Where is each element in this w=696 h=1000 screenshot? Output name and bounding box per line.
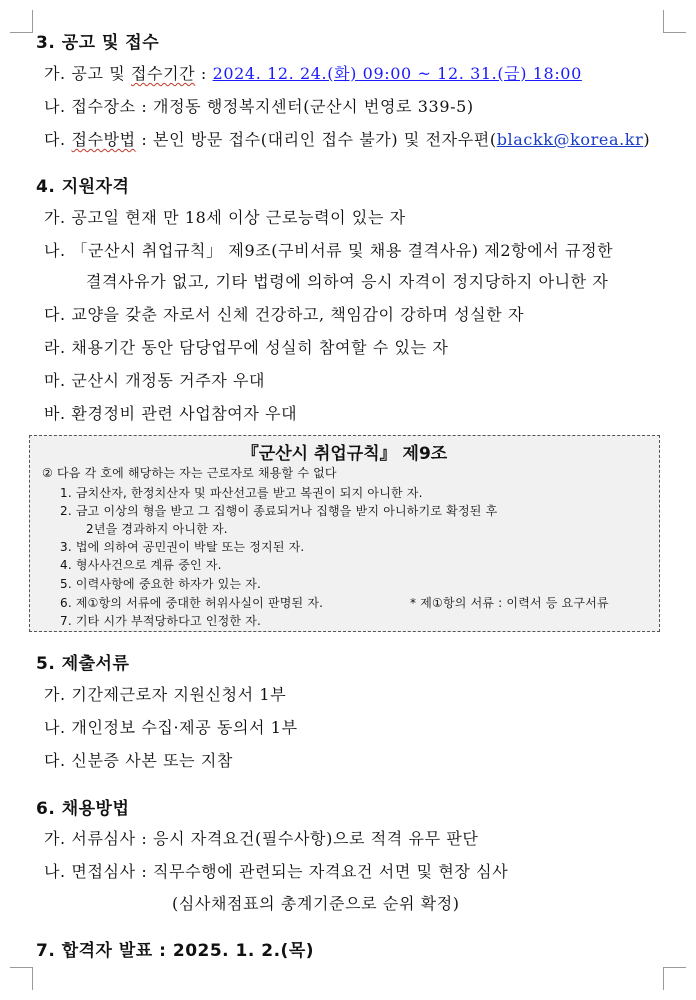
page-corner-mark <box>10 10 33 33</box>
qualification-item: 바. 환경정비 관련 사업참여자 우대 <box>44 404 298 423</box>
line-text: 다. <box>44 130 72 149</box>
box-item: 5. 이력사항에 중요한 하자가 있는 자. <box>60 577 262 591</box>
box-intro: ② 다음 각 호에 해당하는 자는 근로자로 채용할 수 없다 <box>42 466 337 480</box>
notice-period-line <box>44 61 582 84</box>
section-heading-4: 4. 지원자격 <box>36 177 130 197</box>
qualification-item: 다. 교양을 갖춘 자로서 신체 건강하고, 책임감이 강하며 성실한 자 <box>44 305 525 324</box>
document-item: 나. 개인정보 수집·제공 동의서 1부 <box>44 718 298 737</box>
box-item: 4. 형사사건으로 계류 중인 자. <box>60 558 222 572</box>
section-heading-5: 5. 제출서류 <box>36 654 130 674</box>
page-corner-mark <box>663 967 686 990</box>
section-heading-7: 7. 합격자 발표 : 2025. 1. 2.(목) <box>36 941 315 961</box>
box-item: 7. 기타 시가 부적당하다고 인정한 자. <box>60 614 262 628</box>
box-item: 3. 법에 의하여 공민권이 박탈 또는 정지된 자. <box>60 540 305 554</box>
qualification-item: 마. 군산시 개정동 거주자 우대 <box>44 371 266 390</box>
box-title: 『군산시 취업규칙』 제9조 <box>241 444 448 464</box>
method-item-sub: (심사채점표의 총계기준으로 순위 확정) <box>172 894 460 913</box>
page-corner-mark <box>10 967 33 990</box>
box-item-note: * 제①항의 서류 : 이력서 등 요구서류 <box>410 596 609 610</box>
method-item: 가. 서류심사 : 응시 자격요건(필수사항)으로 적격 유무 판단 <box>44 829 479 848</box>
employment-rules-box <box>29 435 660 632</box>
application-method-line <box>44 127 650 150</box>
document-item: 다. 신분증 사본 또는 지참 <box>44 751 233 770</box>
box-item: 6. 제①항의 서류에 중대한 허위사실이 판명된 자. <box>60 596 324 610</box>
section-heading-3: 3. 공고 및 접수 <box>36 33 160 53</box>
qualification-item-continued: 결격사유가 없고, 기타 법령에 의하여 응시 자격이 정지당하지 아니한 자 <box>86 272 609 291</box>
line-text: ) <box>643 130 651 149</box>
qualification-item: 나. 「군산시 취업규칙」 제9조(구비서류 및 채용 결격사유) 제2항에서 규정한 <box>44 241 614 260</box>
section-heading-6: 6. 채용방법 <box>36 799 130 819</box>
qualification-item: 라. 채용기간 동안 담당업무에 성실히 참여할 수 있는 자 <box>44 338 449 357</box>
box-item: 2. 금고 이상의 형을 받고 그 집행이 종료되거나 집행을 받지 아니하기로 확정된 후 <box>60 504 498 518</box>
line-text: 접수방법 <box>71 130 136 149</box>
line-text: : 본인 방문 접수(대리인 접수 불가) 및 전자우편( <box>135 130 497 149</box>
application-date: 2024. 12. 24.(화) 09:00 ~ 12. 31.(금) 18:00 <box>212 64 582 83</box>
line-text: : <box>195 64 213 83</box>
application-place-line: 나. 접수장소 : 개정동 행정복지센터(군산시 번영로 339-5) <box>44 97 474 116</box>
email-link[interactable]: blackk@korea.kr <box>496 130 644 149</box>
line-text: 접수기간 <box>130 64 196 83</box>
qualification-item: 가. 공고일 현재 만 18세 이상 근로능력이 있는 자 <box>44 208 406 227</box>
method-item: 나. 면접심사 : 직무수행에 관련되는 자격요건 서면 및 현장 심사 <box>44 862 509 881</box>
page-corner-mark <box>663 10 686 33</box>
box-item-continued: 2년을 경과하지 아니한 자. <box>86 522 228 536</box>
line-text: 가. 공고 및 <box>44 64 131 83</box>
document-item: 가. 기간제근로자 지원신청서 1부 <box>44 685 287 704</box>
box-item: 1. 금치산자, 한정치산자 및 파산선고를 받고 복권이 되지 아니한 자. <box>60 486 423 500</box>
